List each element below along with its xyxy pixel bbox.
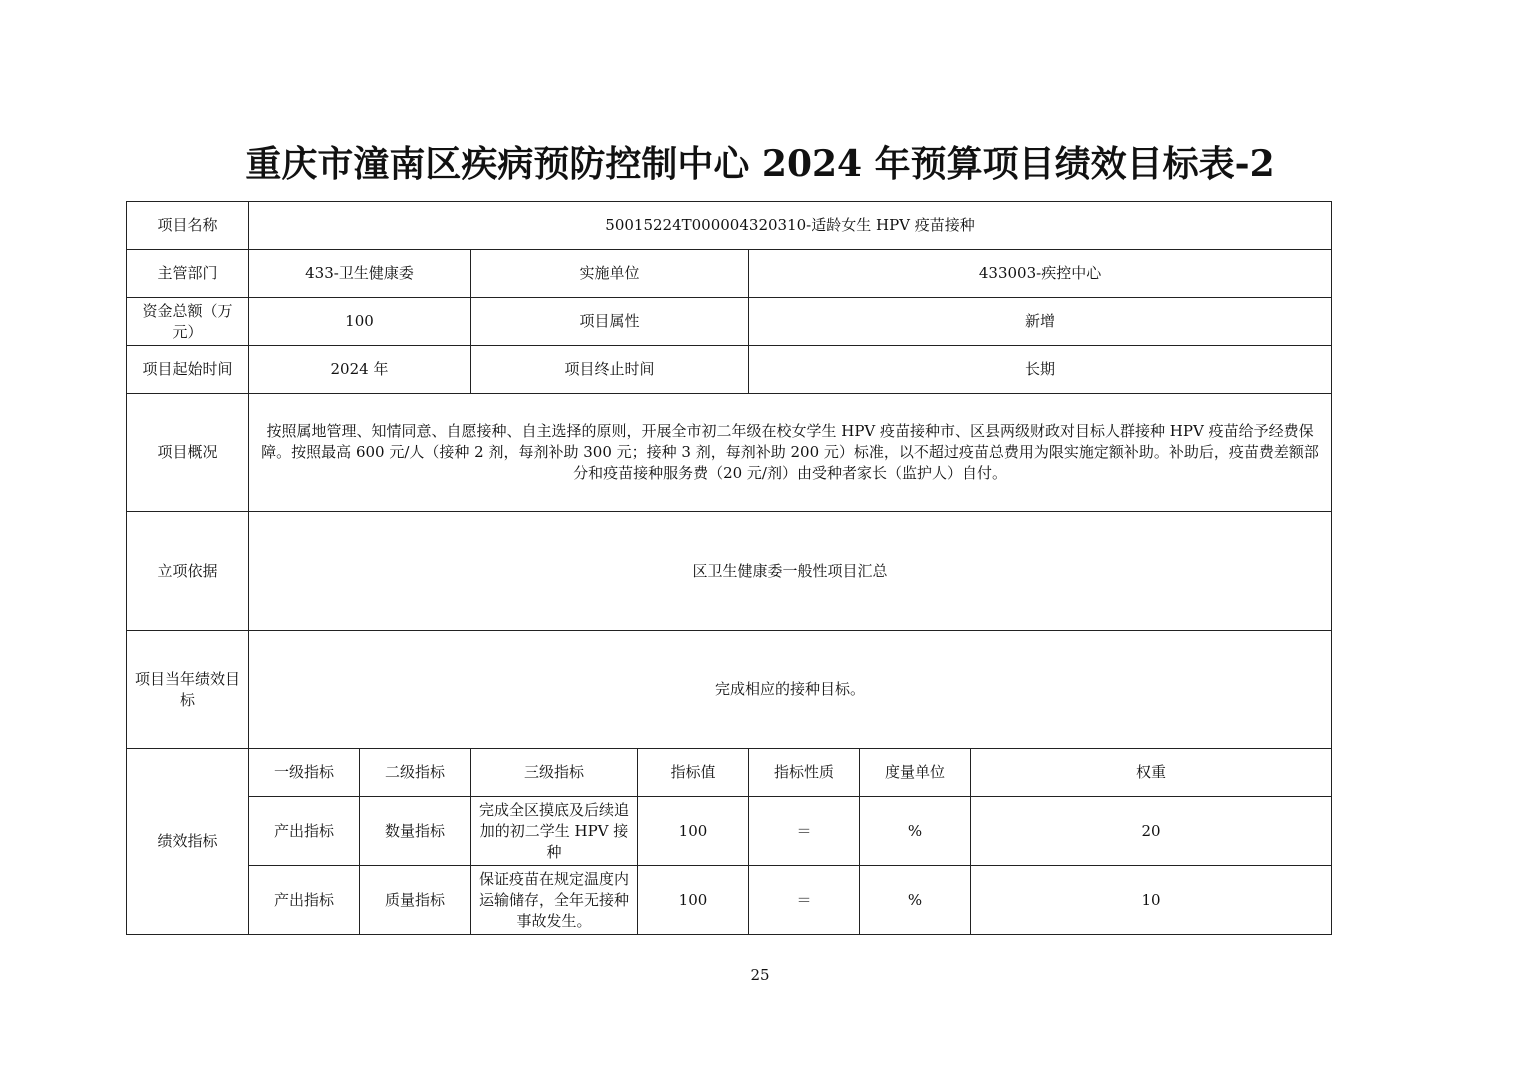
impl-unit-label: 实施单位: [471, 250, 749, 298]
indicators-label: 绩效指标: [127, 749, 249, 935]
row-basis: [127, 512, 1332, 631]
item-value: 100: [638, 797, 749, 866]
basis-value: 区卫生健康委一般性项目汇总: [249, 512, 1332, 631]
header-weight: 权重: [971, 749, 1332, 797]
item-level2: 数量指标: [360, 797, 471, 866]
overview-label: 项目概况: [127, 394, 249, 512]
goal-label: 项目当年绩效目标: [127, 631, 249, 749]
end-time-value: 长期: [749, 346, 1332, 394]
item-level2: 质量指标: [360, 866, 471, 935]
item-value: 100: [638, 866, 749, 935]
header-level3: 三级指标: [471, 749, 638, 797]
project-name-value: 50015224T000004320310-适龄女生 HPV 疫苗接种: [249, 202, 1332, 250]
end-time-label: 项目终止时间: [471, 346, 749, 394]
funds-value: 100: [249, 298, 471, 346]
dept-value: 433-卫生健康委: [249, 250, 471, 298]
item-unit: %: [860, 797, 971, 866]
overview-value: 按照属地管理、知情同意、自愿接种、自主选择的原则，开展全市初二年级在校女学生 HPV 疫苗接种市、区县两级财政对目标人群接种 HPV 疫苗给予经费保障。按照最高 600 元/人（接种 2 剂，每剂补助 300 元；接种 3 剂，每剂补助 200 元）标准，以不超过疫苗总费用为限实施定额补助。补助后，疫苗费差额部分和疫苗接种服务费（20 元/剂）由受种者家长（监护人）自付。: [249, 394, 1332, 512]
project-attr-value: 新增: [749, 298, 1332, 346]
header-nature: 指标性质: [749, 749, 860, 797]
project-name-label: 项目名称: [127, 202, 249, 250]
impl-unit-value: 433003-疾控中心: [749, 250, 1332, 298]
table-row: [127, 866, 1332, 935]
item-level1: 产出指标: [249, 797, 360, 866]
item-weight: 10: [971, 866, 1332, 935]
row-goal: [127, 631, 1332, 749]
funds-label: 资金总额（万元）: [127, 298, 249, 346]
item-nature: ＝: [749, 797, 860, 866]
indicator-header-row: [127, 749, 1332, 797]
header-value: 指标值: [638, 749, 749, 797]
goal-value: 完成相应的接种目标。: [249, 631, 1332, 749]
header-level1: 一级指标: [249, 749, 360, 797]
item-weight: 20: [971, 797, 1332, 866]
item-level3: 保证疫苗在规定温度内运输储存，全年无接种事故发生。: [471, 866, 638, 935]
item-unit: %: [860, 866, 971, 935]
dept-label: 主管部门: [127, 250, 249, 298]
row-time: [127, 346, 1332, 394]
item-nature: ＝: [749, 866, 860, 935]
item-level1: 产出指标: [249, 866, 360, 935]
page-number: 25: [750, 966, 770, 984]
start-time-label: 项目起始时间: [127, 346, 249, 394]
page-title: 重庆市潼南区疾病预防控制中心 2024 年预算项目绩效目标表-2: [245, 143, 1275, 185]
basis-label: 立项依据: [127, 512, 249, 631]
start-time-value: 2024 年: [249, 346, 471, 394]
row-dept: [127, 250, 1332, 298]
row-overview: [127, 394, 1332, 512]
project-attr-label: 项目属性: [471, 298, 749, 346]
table-row: [127, 797, 1332, 866]
performance-target-table: [126, 201, 1332, 935]
item-level3: 完成全区摸底及后续追加的初二学生 HPV 接种: [471, 797, 638, 866]
header-level2: 二级指标: [360, 749, 471, 797]
header-unit: 度量单位: [860, 749, 971, 797]
row-project-name: [127, 202, 1332, 250]
row-funds: [127, 298, 1332, 346]
